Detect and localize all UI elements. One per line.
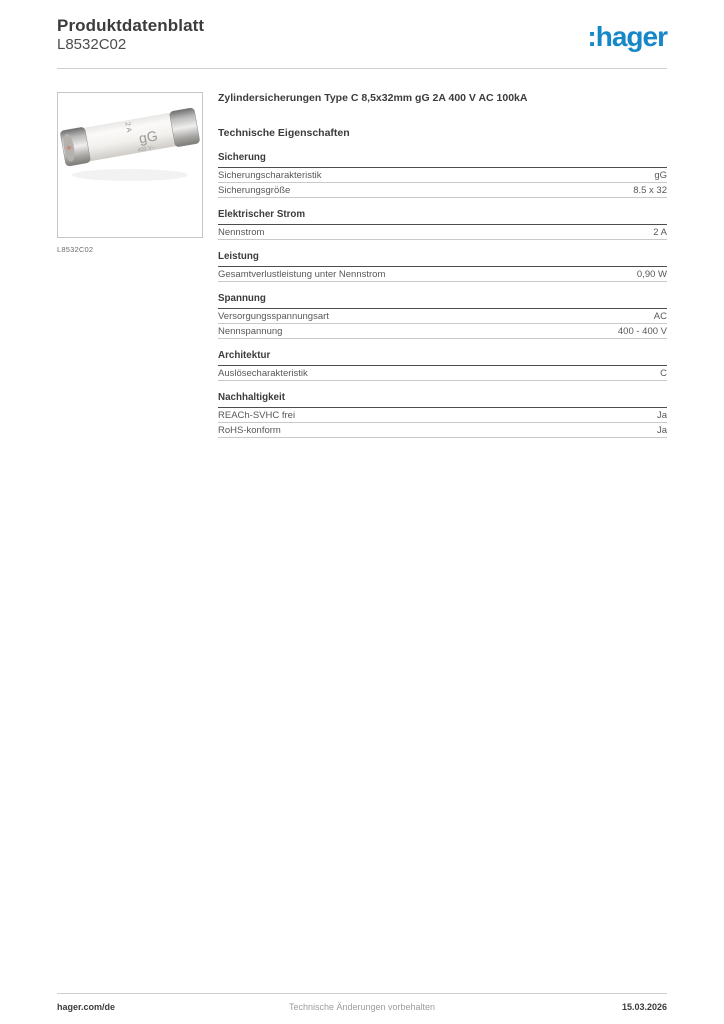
hager-logo: :hager bbox=[587, 21, 667, 52]
fuse-illustration bbox=[58, 93, 202, 237]
spec-label: Auslösecharakteristik bbox=[218, 367, 308, 379]
spec-row bbox=[218, 168, 667, 183]
spec-row bbox=[218, 267, 667, 282]
spec-label: RoHS-konform bbox=[218, 424, 281, 436]
spec-value: 400 - 400 V bbox=[617, 325, 667, 337]
section-heading: Spannung bbox=[218, 294, 667, 309]
spec-row bbox=[218, 183, 667, 198]
spec-label: Versorgungsspannungsart bbox=[218, 310, 329, 322]
spec-row bbox=[218, 225, 667, 240]
spec-value: 0,90 W bbox=[636, 268, 667, 280]
section-heading: Elektrischer Strom bbox=[218, 210, 667, 225]
fuse-marking-voltage: 400 V~ bbox=[137, 144, 156, 154]
document-type-title: Produktdatenblatt bbox=[57, 16, 205, 35]
page-header bbox=[57, 16, 667, 54]
spec-label: Gesamtverlustleistung unter Nennstrom bbox=[218, 268, 386, 280]
spec-section-nachhaltigkeit bbox=[218, 393, 667, 438]
spec-row bbox=[218, 324, 667, 339]
spec-section-leistung bbox=[218, 252, 667, 282]
footer-website: hager.com/de bbox=[57, 1002, 116, 1012]
spec-value: 8.5 x 32 bbox=[633, 184, 667, 196]
spec-label: Nennspannung bbox=[218, 325, 283, 337]
spec-row bbox=[218, 366, 667, 381]
spec-row bbox=[218, 309, 667, 324]
spec-section-architektur bbox=[218, 351, 667, 381]
spec-label: REACh-SVHC frei bbox=[218, 409, 296, 421]
spec-label: Nennstrom bbox=[218, 226, 265, 238]
spec-value: gG bbox=[654, 169, 667, 181]
page-footer bbox=[57, 993, 667, 1012]
spec-value: Ja bbox=[656, 409, 667, 421]
spec-section-sicherung bbox=[218, 153, 667, 198]
fuse-marking-rating: 2 A bbox=[123, 121, 133, 133]
fuse-marking-class: gG bbox=[137, 127, 159, 147]
product-image-column bbox=[57, 92, 203, 254]
spec-label: Sicherungscharakteristik bbox=[218, 169, 322, 181]
spec-value: Ja bbox=[656, 424, 667, 436]
product-image-caption: L8532C02 bbox=[57, 245, 94, 254]
product-image bbox=[57, 92, 203, 238]
spec-row bbox=[218, 408, 667, 423]
product-title: Zylindersicherungen Type C 8,5x32mm gG 2A 400 V AC 100kA bbox=[218, 92, 528, 104]
spec-content bbox=[218, 92, 667, 438]
spec-value: C bbox=[660, 367, 667, 379]
spec-section-spannung bbox=[218, 294, 667, 339]
footer-date: 15.03.2026 bbox=[621, 1002, 667, 1012]
footer-notice: Technische Änderungen vorbehalten bbox=[288, 1002, 436, 1012]
product-reference: L8532C02 bbox=[57, 36, 127, 53]
spec-row bbox=[218, 423, 667, 438]
section-heading: Nachhaltigkeit bbox=[218, 393, 667, 408]
spec-value: AC bbox=[653, 310, 667, 322]
tech-properties-heading: Technische Eigenschaften bbox=[218, 127, 350, 139]
section-heading: Leistung bbox=[218, 252, 667, 267]
spec-section-elektrischer-strom bbox=[218, 210, 667, 240]
spec-value: 2 A bbox=[653, 226, 667, 238]
spec-label: Sicherungsgröße bbox=[218, 184, 291, 196]
header-divider bbox=[57, 68, 667, 69]
section-heading: Architektur bbox=[218, 351, 667, 366]
section-heading: Sicherung bbox=[218, 153, 667, 168]
